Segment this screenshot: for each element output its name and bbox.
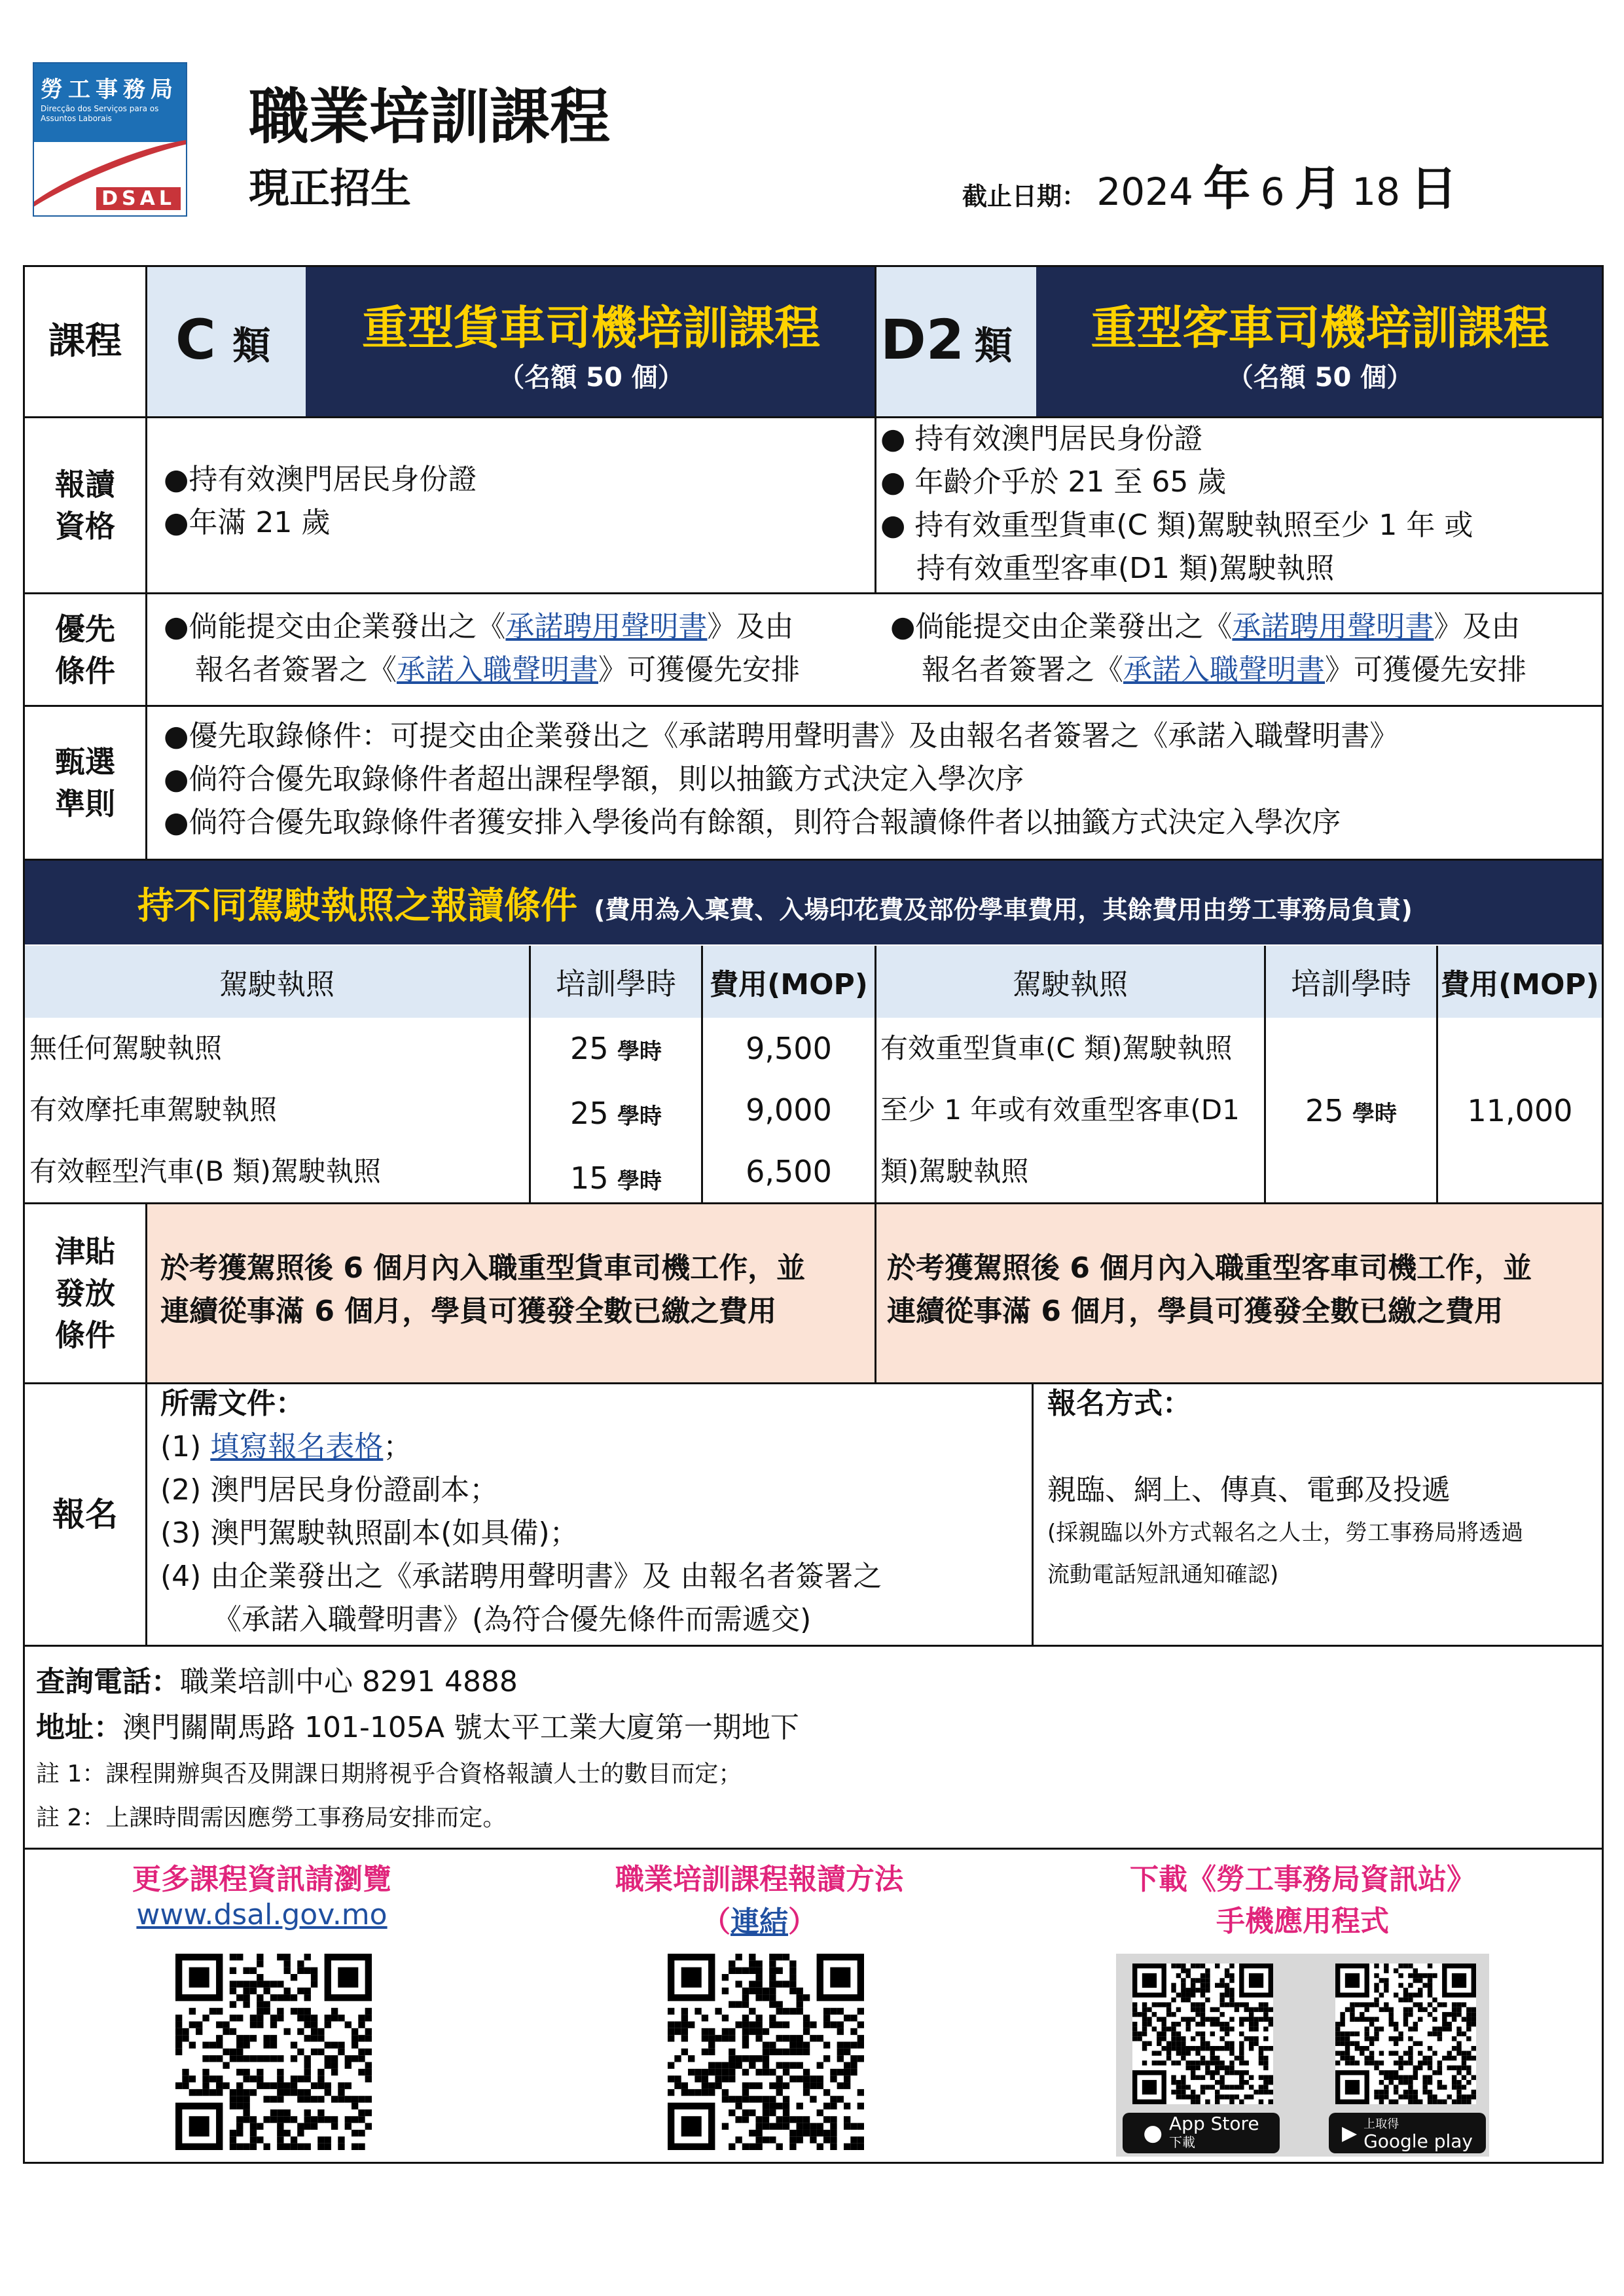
fee-row-licence: 有效摩托車駕駛執照	[29, 1094, 278, 1126]
fee-col-fee: 費用(MOP)	[1441, 968, 1599, 1001]
c-class-unit: 類	[232, 323, 271, 368]
registration-label: 報名	[52, 1496, 118, 1534]
eligibility-label: 報讀資格	[55, 467, 115, 544]
fee-row-hours: 25	[570, 1096, 609, 1131]
logo-chinese-text: 勞工事務局	[41, 77, 178, 103]
employee-declaration-link[interactable]: 承諾入職聲明書	[1123, 653, 1325, 687]
deadline	[962, 151, 1457, 219]
deadline-year-unit: 年	[1203, 161, 1251, 216]
website-qr-code[interactable]	[175, 1954, 372, 2150]
c-eligibility-item: ●持有效澳門居民身份證	[164, 463, 477, 496]
fee-row-fee: 9,000	[746, 1092, 832, 1128]
c-eligibility-item: ●年滿 21 歲	[164, 506, 331, 539]
doc-item: 《承諾入職聲明書》(為符合優先條件而需遞交)	[213, 1603, 812, 1636]
note-1: 註 1：課程開辦與否及開課日期將視乎合資格報讀人士的數目而定；	[36, 1761, 742, 1787]
d-course-name: 重型客車司機培訓課程	[1091, 301, 1549, 355]
deadline-month: 6	[1260, 170, 1285, 214]
d-course-quota: （名額 50 個）	[1227, 363, 1413, 393]
c-course-quota: （名額 50 個）	[498, 363, 684, 393]
deadline-label: 截止日期：	[962, 182, 1087, 211]
logo-abbreviation: DSAL	[96, 187, 181, 210]
page-title: 職業培訓課程	[249, 82, 611, 152]
registration-method	[1047, 1382, 1523, 1596]
doc-item: (4) 由企業發出之《承諾聘用聲明書》及 由報名者簽署之	[160, 1560, 882, 1593]
app-store-qr-code[interactable]	[1132, 1964, 1273, 2104]
fee-row-licence: 無任何駕駛執照	[29, 1032, 223, 1064]
subsidy-label: 津貼發放條件	[55, 1234, 115, 1353]
c-course-name: 重型貨車司機培訓課程	[362, 301, 820, 355]
footer-col2-link-wrap: （連結）	[702, 1905, 817, 1939]
employee-declaration-link[interactable]: 承諾入職聲明書	[397, 653, 598, 687]
priority-label: 優先條件	[55, 611, 115, 689]
fee-c-fee-col	[703, 1018, 875, 1202]
deadline-month-unit: 月	[1294, 161, 1342, 216]
fee-col-licence: 駕駛執照	[1013, 968, 1128, 1001]
deadline-year: 2024	[1096, 170, 1193, 214]
d-eligibility-item: 持有效重型客車(D1 類)駕駛執照	[916, 552, 1335, 585]
d-eligibility-item: ● 持有效重型貨車(C 類)駕駛執照至少 1 年 或	[880, 509, 1473, 542]
fee-d-fee: 11,000	[1467, 1093, 1573, 1128]
required-documents: 所需文件： (1) 填寫報名表格； (2) 澳門居民身份證副本； (3) 澳門駕駛執照副本(如具備)； (4) 由企業發出之《承諾聘用聲明書》及 由報名者簽署之 《承諾入職聲明書》(為符合優先條件而需遞交)	[160, 1382, 882, 1641]
d-priority-text: ●倘能提交由企業發出之《承諾聘用聲明書》及由 報名者簽署之《承諾入職聲明書》可獲優先安排	[890, 610, 1526, 687]
registration-form-link[interactable]: 填寫報名表格	[210, 1430, 384, 1463]
fee-c-licence-col	[29, 1018, 381, 1202]
fee-row-licence: 有效輕型汽車(B 類)駕駛執照	[29, 1155, 381, 1187]
c-subsidy-text: 於考獲駕照後 6 個月內入職重型貨車司機工作，並 連續從事滿 6 個月，學員可獲發全數已繳之費用	[160, 1251, 806, 1328]
dsal-logo	[33, 62, 187, 217]
logo-portuguese-text: Direcção dos Serviços para os Assuntos Laborais	[41, 104, 159, 123]
contact-address: 地址：澳門關閘馬路 101-105A 號太平工業大廈第一期地下	[36, 1711, 799, 1744]
c-class-tag	[175, 308, 270, 372]
c-eligibility-list	[164, 458, 477, 545]
employer-declaration-link[interactable]: 承諾聘用聲明書	[505, 610, 708, 643]
fee-d-hours: 25 學時	[1305, 1093, 1397, 1128]
method-title: 報名方式：	[1047, 1387, 1191, 1420]
d-subsidy-text: 於考獲駕照後 6 個月內入職重型客車司機工作，並 連續從事滿 6 個月，學員可獲發全數已繳之費用	[887, 1251, 1532, 1328]
fee-col-licence: 駕駛執照	[219, 968, 334, 1001]
method-text: 親臨、網上、傳真、電郵及投遞	[1047, 1473, 1451, 1507]
apple-icon: ●	[1143, 2120, 1163, 2146]
deadline-day-unit: 日	[1410, 161, 1458, 216]
fee-d-licence: 有效重型貨車(C 類)駕駛執照 至少 1 年或有效重型客車(D1 類)駕駛執照	[880, 1032, 1240, 1187]
app-store-badge[interactable]: ● App Store 下載	[1123, 2113, 1280, 2153]
fee-c-hours-col: 25 學時 25 學時 15 學時	[570, 1031, 662, 1196]
d-class-letter: D2	[880, 308, 965, 372]
d-class-tag	[880, 308, 1013, 372]
fee-row-hours: 25	[570, 1031, 609, 1066]
application-method-qr-code[interactable]	[668, 1954, 864, 2150]
contact-phone: 查詢電話：職業培訓中心 8291 4888	[36, 1665, 518, 1698]
c-priority-text: ●倘能提交由企業發出之《承諾聘用聲明書》及由 報名者簽署之《承諾入職聲明書》可獲優先安排	[164, 610, 800, 687]
fee-col-hours: 培訓學時	[1291, 966, 1411, 1001]
d-eligibility-item: ● 持有效澳門居民身份證	[880, 422, 1203, 456]
selection-item: ●優先取錄條件：可提交由企業發出之《承諾聘用聲明書》及由報名者簽署之《承諾入職聲明書》	[164, 719, 1399, 753]
page-subtitle: 現正招生	[249, 164, 412, 212]
employer-declaration-link[interactable]: 承諾聘用聲明書	[1232, 610, 1434, 643]
fee-col-hours: 培訓學時	[556, 966, 676, 1001]
footer-col1-title: 更多課程資訊請瀏覽	[132, 1863, 391, 1896]
selection-label: 甄選準則	[55, 744, 115, 821]
selection-item: ●倘符合優先取錄條件者超出課程學額，則以抽籤方式決定入學次序	[164, 762, 1024, 796]
deadline-day: 18	[1352, 170, 1401, 214]
method-note: (採親臨以外方式報名之人士，勞工事務局將透過	[1047, 1520, 1524, 1546]
fee-row-fee: 9,500	[746, 1031, 832, 1066]
dsal-website-link[interactable]: www.dsal.gov.mo	[136, 1898, 388, 1931]
note-2: 註 2：上課時間需因應勞工事務局安排而定。	[36, 1804, 507, 1831]
doc-item: (3) 澳門駕駛執照副本(如具備)；	[160, 1516, 579, 1550]
selection-item: ●倘符合優先取錄條件者獲安排入學後尚有餘額，則符合報讀條件者以抽籤方式決定入學次序	[164, 806, 1341, 839]
d-class-unit: 類	[974, 323, 1013, 368]
c-class-letter: C	[175, 308, 216, 372]
google-play-icon: ▶	[1342, 2121, 1358, 2145]
application-method-link[interactable]: 連結	[731, 1905, 788, 1939]
licence-banner-title: 持不同駕駛執照之報讀條件	[137, 885, 577, 927]
fee-row-fee: 6,500	[746, 1154, 832, 1189]
google-play-qr-code[interactable]	[1335, 1964, 1476, 2104]
method-note: 流動電話短訊通知確認)	[1047, 1562, 1279, 1588]
d-eligibility-list	[880, 418, 1473, 590]
footer-col2-title: 職業培訓課程報讀方法	[615, 1863, 903, 1896]
doc-item: (2) 澳門居民身份證副本；	[160, 1473, 499, 1507]
footer-col3-title: 下載《勞工事務局資訊站》 手機應用程式	[1130, 1863, 1475, 1938]
fee-row-hours: 15	[570, 1160, 609, 1196]
selection-list	[164, 715, 1398, 844]
google-play-badge[interactable]: ▶ 上取得 Google play	[1329, 2113, 1486, 2153]
fee-col-fee: 費用(MOP)	[710, 968, 868, 1001]
course-label: 課程	[48, 320, 122, 363]
d-eligibility-item: ● 年齡介乎於 21 至 65 歲	[880, 465, 1227, 499]
licence-banner-note: (費用為入稟費、入場印花費及部份學車費用，其餘費用由勞工事務局負責)	[594, 895, 1413, 924]
licence-banner	[137, 877, 1413, 929]
docs-title: 所需文件：	[160, 1387, 304, 1420]
